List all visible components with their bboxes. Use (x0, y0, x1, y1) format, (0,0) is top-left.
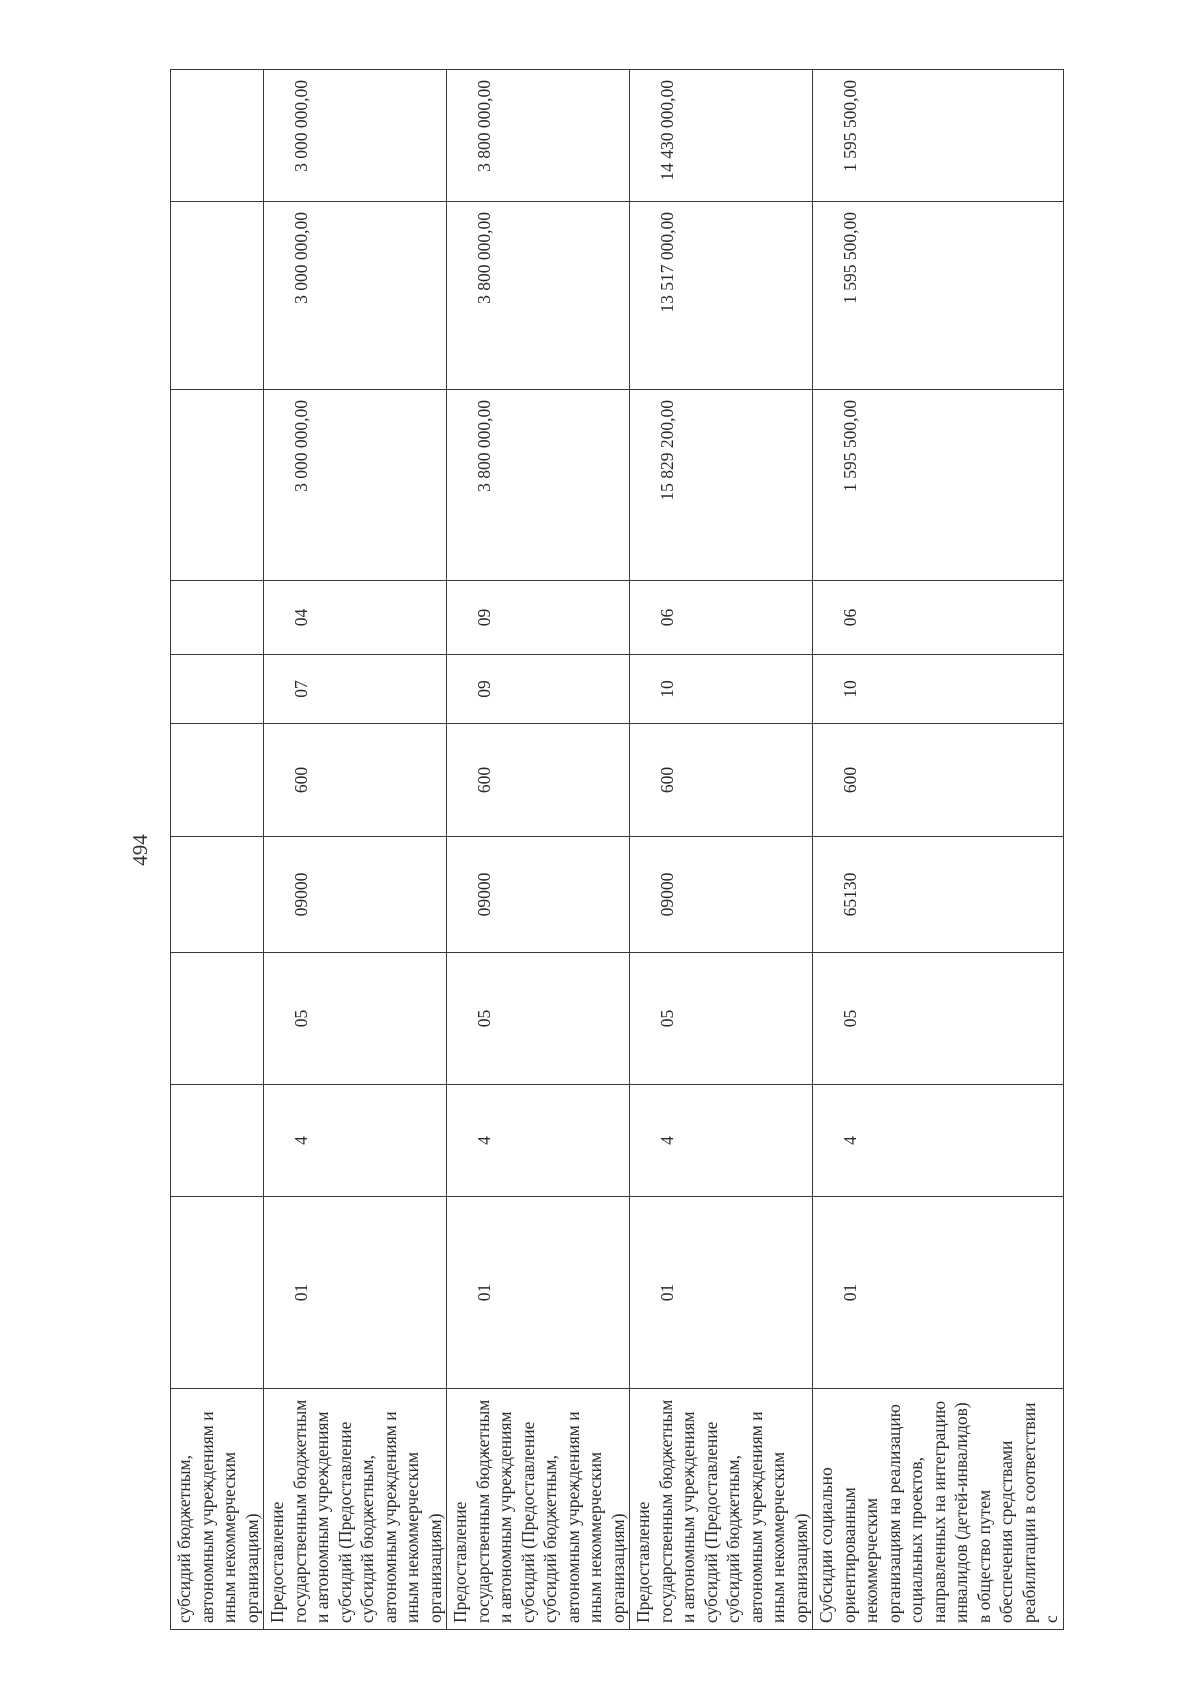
code-cell: 01 (447, 1197, 630, 1389)
amount-cell: 3 800 000,00 (447, 390, 630, 581)
code-cell: 01 (813, 1197, 1064, 1389)
code-cell: 06 (813, 581, 1064, 655)
amount-cell: 1 595 500,00 (813, 70, 1064, 202)
code-cell: 09 (447, 655, 630, 724)
code-cell (171, 1197, 264, 1389)
code-cell: 05 (630, 953, 813, 1085)
code-cell: 01 (630, 1197, 813, 1389)
rotated-page (120, 70, 1090, 1630)
amount-cell: 3 000 000,00 (264, 70, 447, 202)
table-row (264, 70, 447, 1630)
code-cell: 05 (447, 953, 630, 1085)
code-cell: 600 (264, 724, 447, 837)
code-cell: 09000 (630, 837, 813, 953)
code-cell: 4 (264, 1085, 447, 1197)
page-number: 494 (128, 834, 152, 866)
amount-cell: 15 829 200,00 (630, 390, 813, 581)
code-cell: 05 (813, 953, 1064, 1085)
row-name: Предоставление государственным бюджетным и автономным учреждениям субсидий (Предоставление субсидий бюджетным, автономным учреждениям и иным некоммерческим организациям) (447, 1389, 630, 1630)
amount-cell (171, 70, 264, 202)
amount-cell: 3 800 000,00 (447, 202, 630, 390)
table-row (630, 70, 813, 1630)
row-name: Предоставление государственным бюджетным и автономным учреждениям субсидий (Предоставление субсидий бюджетным, автономным учреждениям и иным некоммерческим организациям) (264, 1389, 447, 1630)
amount-cell: 14 430 000,00 (630, 70, 813, 202)
code-cell: 4 (813, 1085, 1064, 1197)
code-cell: 600 (630, 724, 813, 837)
code-cell: 4 (630, 1085, 813, 1197)
table-row (447, 70, 630, 1630)
budget-table (170, 69, 1064, 1630)
code-cell: 10 (813, 655, 1064, 724)
amount-cell (171, 390, 264, 581)
amount-cell: 1 595 500,00 (813, 202, 1064, 390)
code-cell: 05 (264, 953, 447, 1085)
code-cell (171, 953, 264, 1085)
code-cell: 10 (630, 655, 813, 724)
row-name: Субсидии социально ориентированным некоммерческим организациям на реализацию социальных проектов, направленных на интеграцию инвалидов (детей-инвалидов) в общество путем обеспечения средствами реабилитации в соответствии с (813, 1389, 1064, 1630)
code-cell: 01 (264, 1197, 447, 1389)
code-cell (171, 581, 264, 655)
table-row (171, 70, 264, 1630)
amount-cell: 13 517 000,00 (630, 202, 813, 390)
amount-cell: 1 595 500,00 (813, 390, 1064, 581)
code-cell: 600 (813, 724, 1064, 837)
amount-cell (171, 202, 264, 390)
amount-cell: 3 800 000,00 (447, 70, 630, 202)
code-cell: 07 (264, 655, 447, 724)
code-cell: 600 (447, 724, 630, 837)
code-cell (171, 724, 264, 837)
amount-cell: 3 000 000,00 (264, 202, 447, 390)
row-name: Предоставление государственным бюджетным и автономным учреждениям субсидий (Предоставление субсидий бюджетным, автономным учреждениям и иным некоммерческим организациям) (630, 1389, 813, 1630)
code-cell (171, 837, 264, 953)
code-cell: 09000 (264, 837, 447, 953)
row-name: субсидий бюджетным, автономным учреждениям и иным некоммерческим организациям) (171, 1389, 264, 1630)
code-cell: 09000 (447, 837, 630, 953)
code-cell: 65130 (813, 837, 1064, 953)
code-cell: 04 (264, 581, 447, 655)
code-cell: 09 (447, 581, 630, 655)
table-row (813, 70, 1064, 1630)
code-cell: 4 (447, 1085, 630, 1197)
code-cell (171, 1085, 264, 1197)
code-cell: 06 (630, 581, 813, 655)
code-cell (171, 655, 264, 724)
amount-cell: 3 000 000,00 (264, 390, 447, 581)
